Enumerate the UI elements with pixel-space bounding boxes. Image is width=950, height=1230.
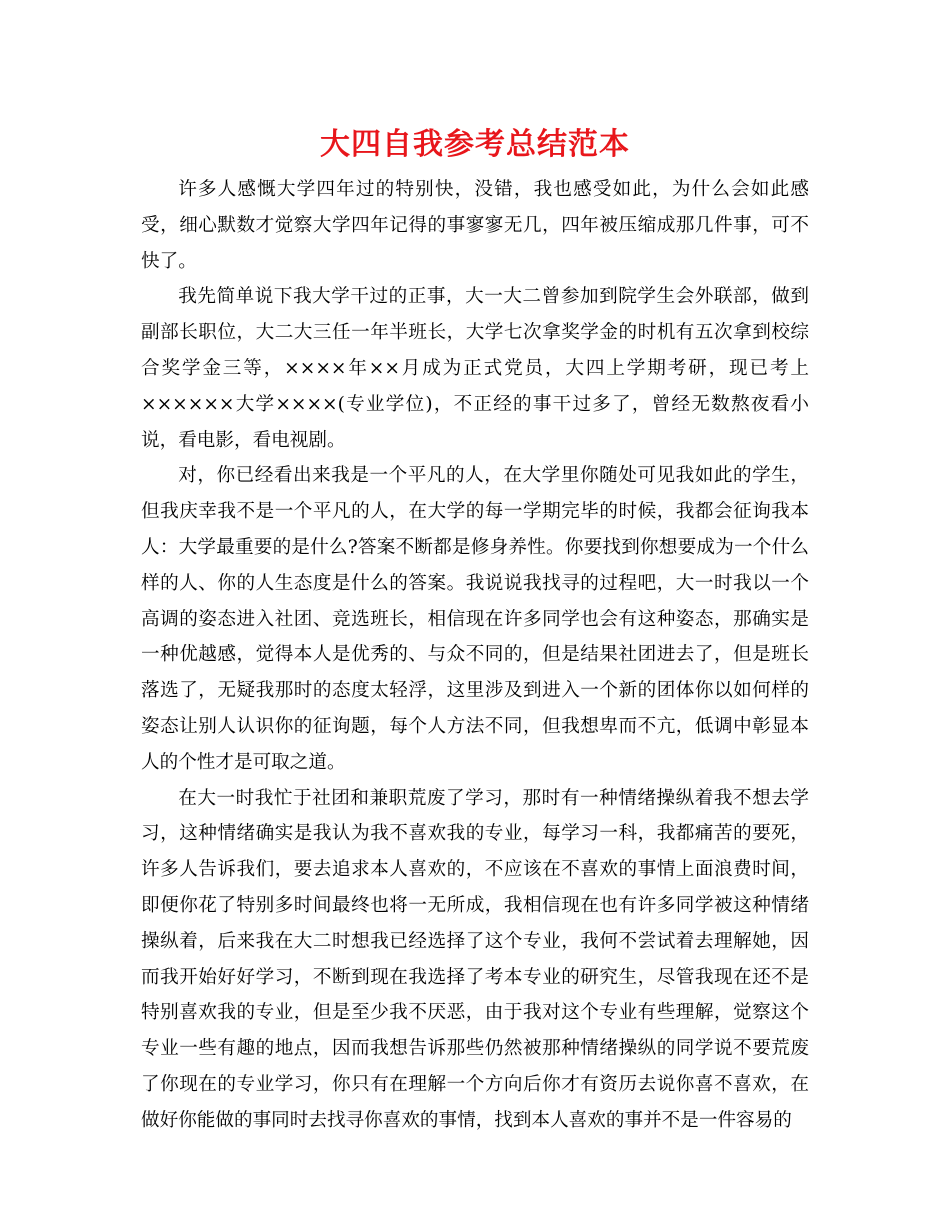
paragraph-3: 对，你已经看出来我是一个平凡的人，在大学里你随处可见我如此的学生，但我庆幸我不是一个平凡的人，在大学的每一学期完毕的时候，我都会征询我本人：大学最重要的是什么?答案不断都是修身养性。你要找到你想要成为一个什么样的人、你的人生态度是什么的答案。我说说我找寻的过程吧，大一时我以一个高调的姿态进入社团、竞选班长，相信现在许多同学也会有这种姿态，那确实是一种优越感，觉得本人是优秀的、与众不同的，但是结果社团进去了，但是班长落选了，无疑我那时的态度太轻浮，这里涉及到进入一个新的团体你以如何样的姿态让别人认识你的征询题，每个人方法不同，但我想卑而不亢，低调中彰显本人的个性才是可取之道。 xyxy=(141,465,809,773)
paragraph-2: 我先简单说下我大学干过的正事，大一大二曾参加到院学生会外联部，做到副部长职位，大二大三任一年半班长，大学七次拿奖学金的时机有五次拿到校综合奖学金三等，××××年××月成为正式党员，大四上学期考研，现已考上××××××大学××××(专业学位)，不正经的事干过多了，曾经无数熬夜看小说，看电影，看电视剧。 xyxy=(141,286,809,451)
document-body xyxy=(141,172,809,1139)
document-page xyxy=(141,118,809,1139)
paragraph-4: 在大一时我忙于社团和兼职荒废了学习，那时有一种情绪操纵着我不想去学习，这种情绪确实是我认为我不喜欢我的专业，每学习一科，我都痛苦的要死，许多人告诉我们，要去追求本人喜欢的，不应该在不喜欢的事情上面浪费时间，即便你花了特别多时间最终也将一无所成，我相信现在也有许多同学被这种情绪操纵着，后来我在大二时想我已经选择了这个专业，我何不尝试着去理解她，因而我开始好好学习，不断到现在我选择了考本专业的研究生，尽管我现在还不是特别喜欢我的专业，但是至少我不厌恶，由于我对这个专业有些理解，觉察这个专业一些有趣的地点，因而我想告诉那些仍然被那种情绪操纵的同学说不要荒废了你现在的专业学习，你只有在理解一个方向后你才有资历去说你喜不喜欢，在做好你能做的事同时去找寻你喜欢的事情，找到本人喜欢的事并不是一件容易的 xyxy=(141,787,809,1131)
document-title: 大四自我参考总结范本 xyxy=(320,127,630,162)
paragraph-1: 许多人感慨大学四年过的特别快，没错，我也感受如此，为什么会如此感受，细心默数才觉察大学四年记得的事寥寥无几，四年被压缩成那几件事，可不快了。 xyxy=(141,179,809,272)
